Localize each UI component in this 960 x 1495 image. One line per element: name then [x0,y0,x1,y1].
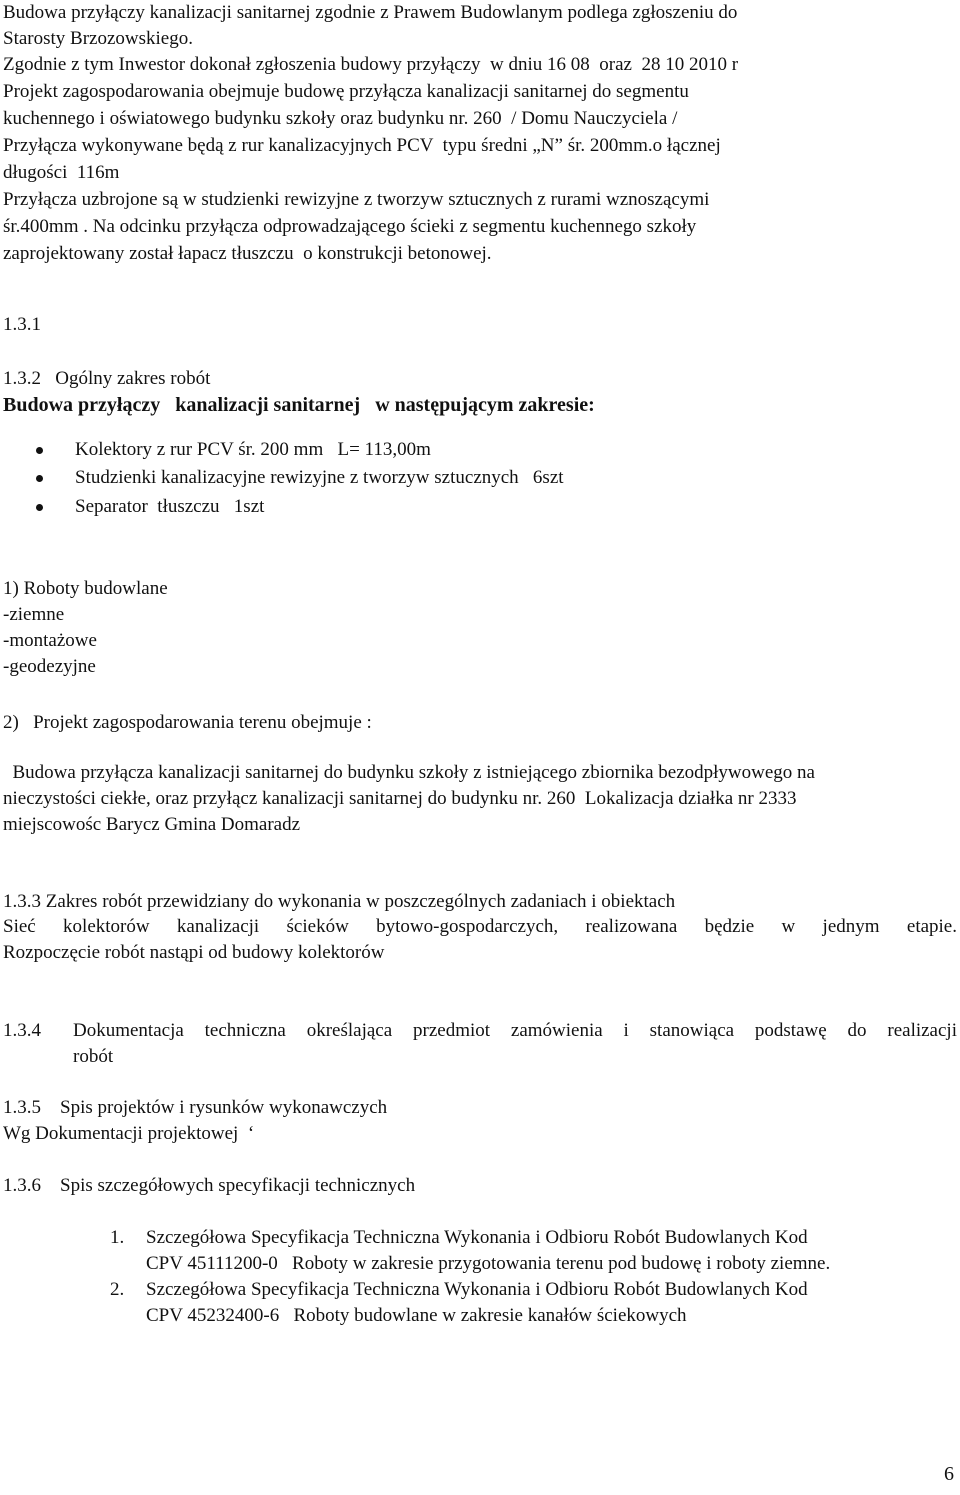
section-1-3-6-heading: 1.3.6 Spis szczegółowych specyfikacji technicznych [3,1175,416,1196]
spec-line: Szczegółowa Specyfikacja Techniczna Wykonania i Odbioru Robót Budowlanych Kod [146,1279,808,1300]
bullet-item: Kolektory z rur PCV śr. 200 mm L= 113,00m [75,439,431,460]
point-2-heading: 2) Projekt zagospodarowania terenu obejmuje : [3,712,372,733]
section-1-3-5-body: Wg Dokumentacji projektowej ‘ [3,1123,255,1144]
section-1-3-4-text: robót [73,1046,114,1067]
intro-line: zaprojektowany został łapacz tłuszczu o konstrukcji betonowej. [3,243,492,264]
page-number: 6 [944,1463,954,1485]
spec-line: CPV 45111200-0 Roboty w zakresie przygotowania terenu pod budowę i roboty ziemne. [146,1253,831,1274]
section-1-3-3-body: Rozpoczęcie robót nastąpi od budowy kolektorów [3,942,385,963]
bullet-item: Studzienki kanalizacyjne rewizyjne z tworzyw sztucznych 6szt [75,467,564,488]
works-line: 1) Roboty budowlane [3,578,168,599]
spec-number: 2. [110,1279,125,1300]
section-1-3-3-body: Sieć kolektorów kanalizacji ścieków bytowo-gospodarczych, realizowana będzie w jednym etapie. [3,916,957,937]
point-2-body: nieczystości ciekłe, oraz przyłącz kanalizacji sanitarnej do budynku nr. 260 Lokalizacja działka nr 2333 [3,788,797,809]
intro-line: długości 116m [3,162,120,183]
point-2-body: miejscowośc Barycz Gmina Domaradz [3,814,301,835]
bullet-dot [36,504,43,511]
section-1-3-5-heading: 1.3.5 Spis projektów i rysunków wykonawczych [3,1097,388,1118]
spec-line: Szczegółowa Specyfikacja Techniczna Wykonania i Odbioru Robót Budowlanych Kod [146,1227,808,1248]
section-1-3-4-number: 1.3.4 [3,1020,41,1041]
spec-line: CPV 45232400-6 Roboty budowlane w zakresie kanałów ściekowych [146,1305,687,1326]
works-line: -ziemne [3,604,65,625]
spec-number: 1. [110,1227,125,1248]
bullet-dot [36,475,43,482]
intro-line: Przyłącza uzbrojone są w studzienki rewizyjne z tworzyw sztucznych z rurami wznoszącymi [3,189,710,210]
intro-line: Zgodnie z tym Inwestor dokonał zgłoszenia budowy przyłączy w dniu 16 08 oraz 28 10 2010 r [3,54,739,75]
bullet-dot [36,447,43,454]
intro-line: Przyłącza wykonywane będą z rur kanalizacyjnych PCV typu średni „N” śr. 200mm.o łącznej [3,135,721,156]
intro-line: Budowa przyłączy kanalizacji sanitarnej zgodnie z Prawem Budowlanym podlega zgłoszeniu do [3,2,738,23]
section-1-3-4-text: Dokumentacja techniczna określająca przedmiot zamówienia i stanowiąca podstawę do realizacji [73,1020,957,1041]
section-1-3-2-heading: 1.3.2 Ogólny zakres robót [3,368,211,389]
section-1-3-1: 1.3.1 [3,314,41,335]
bullet-item: Separator tłuszczu 1szt [75,496,265,517]
intro-line: śr.400mm . Na odcinku przyłącza odprowadzającego ścieki z segmentu kuchennego szkoły [3,216,697,237]
intro-line: kuchennego i oświatowego budynku szkoły oraz budynku nr. 260 / Domu Nauczyciela / [3,108,678,129]
works-line: -montażowe [3,630,97,651]
section-1-3-2-bold: Budowa przyłączy kanalizacji sanitarnej w następującym zakresie: [3,394,595,416]
intro-line: Starosty Brzozowskiego. [3,28,193,49]
works-line: -geodezyjne [3,656,96,677]
section-1-3-3-heading: 1.3.3 Zakres robót przewidziany do wykonania w poszczególnych zadaniach i obiektach [3,891,676,912]
intro-line: Projekt zagospodarowania obejmuje budowę przyłącza kanalizacji sanitarnej do segmentu [3,81,689,102]
point-2-body: Budowa przyłącza kanalizacji sanitarnej do budynku szkoły z istniejącego zbiornika bezodpływowego na [3,762,815,783]
